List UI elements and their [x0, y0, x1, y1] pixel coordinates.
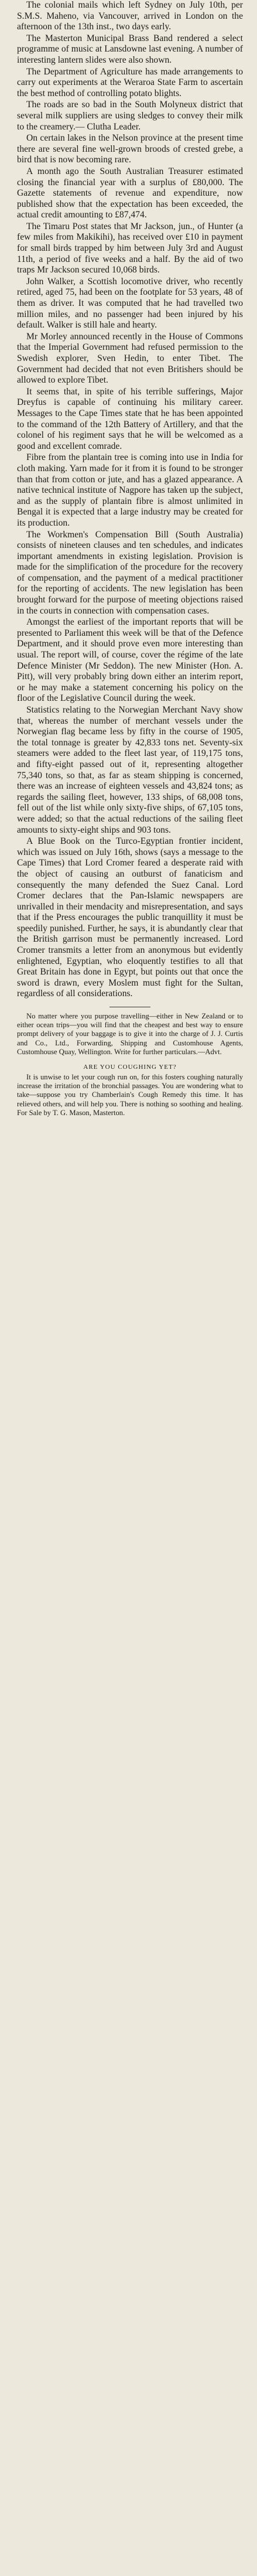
news-paragraph: It seems that, in spite of his terrible sufferings, Major Dreyfus is capable of continuing his military career. Messages to the Cape Times state that he has been appointed to the command of the 12th Battery of Artillery, and that the colonel of his regiment says that he will be welcomed as a good and excellent comrade.	[17, 386, 243, 451]
news-paragraph: The Workmen's Compensation Bill (South Australia) consists of nineteen clauses and ten schedules, and indicates important amendments in existing legislation. Provision is made for the simplification of the procedure for the recovery of compensation, and the payment of a medical practitioner for the reporting of accidents. The new legislation has been brought forward for the purpose of meeting objections raised in the courts in connection with compensation cases.	[17, 529, 243, 616]
news-paragraph: John Walker, a Scottish locomotive driver, who recently retired, aged 75, had been on the footplate for 53 years, 48 of them as driver. It was computed that he had travelled two million miles, and no passenger had been injured by his default. Walker is still hale and hearty.	[17, 276, 243, 330]
advertisement-forwarding	[17, 1007, 243, 1057]
news-paragraphs	[17, 0, 243, 1000]
news-paragraph: The Masterton Municipal Brass Band rendered a select programme of music at Lansdowne last evening. A number of interesting lantern slides were also shown.	[17, 33, 243, 65]
advertisement-body: It is unwise to let your cough run on, for this fosters coughing naturally increase the irritation of the bronchial passages. You are wondering what to take—suppose you try Chamberlain's Cough Remedy this time. It has relieved others, and will help you. There is nothing so soothing and healing. For Sale by T. G. Mason, Masterton.	[17, 1073, 243, 1117]
news-paragraph: Fibre from the plantain tree is coming into use in India for cloth making. Yarn made for it from it is found to be stronger than that from cotton or jute, and has a glazed appearance. A native technical institute of Nagpore has taken up the subject, and as the supply of plantain fibre is almost unlimited in Bengal it is expected that a large industry may be created for its production.	[17, 452, 243, 528]
advertisement-body: No matter where you purpose travelling—either in New Zealand or to either ocean trips—you will find that the cheapest and best way to ensure prompt delivery of your baggage is to give it into the charge of J. J. Curtis and Co., Ltd., Forwarding, Shipping and Customhouse Agents, Customhouse Quay, Wellington. Write for further particulars.—Advt.	[17, 1012, 243, 1056]
news-paragraph: The roads are so bad in the South Molyneux district that several milk suppliers are using sledges to convey their milk to the creamery.— Clutha Leader.	[17, 100, 243, 132]
news-paragraph: Mr Morley announced recently in the House of Commons that the Imperial Government had refused permission to the Swedish explorer, Sven Hedin, to enter Tibet. The Government had decided that not even Britishers should be allowed to explore Tibet.	[17, 331, 243, 386]
advertisement-cough-remedy	[17, 1064, 243, 1117]
news-paragraph: A Blue Book on the Turco-Egyptian frontier incident, which was issued on July 16th, shows (says a message to the Cape Times) that Lord Cromer feared a desperate raid with the object of causing an outburst of fanaticism and consequently the many defended the Suez Canal. Lord Cromer declares that the Pan-Islamic newspapers are unrivalled in their mendacity and misrepresentation, and says that if the Press encourages the public tranquillity it must be speedily punished. Further, he says, it is abundantly clear that the British garrison must be permanently increased. Lord Cromer transmits a letter from an anonymous but evidently enlightened, Egyptian, who eloquently testifies to all that Great Britain has done in Egypt, but points out that once the sword is drawn, every Moslem must fight for the Sultan, regardless of all considerations.	[17, 836, 243, 999]
advertisement-heading: ARE YOU COUGHING YET?	[83, 1064, 177, 1071]
news-paragraph: The Department of Agriculture has made arrangements to carry out experiments at the Weraroa State Farm to ascertain the best method of controlling potato blights.	[17, 66, 243, 98]
news-paragraph: A month ago the South Australian Treasurer estimated closing the financial year with a surplus of £80,000. The Gazette statements of revenue and expenditure, now published show that the expectation has been exceeded, the actual credit amounting to £87,474.	[17, 166, 243, 220]
news-paragraph: Amongst the earliest of the important reports that will be presented to Parliament this week will be that of the Defence Department, and it should prove even more interesting than usual. The report will, of course, cover the régime of the late Defence Minister (Mr Seddon). The new Minister (Hon. A. Pitt), will very probably bring down either an interim report, or he may make a statement concerning his policy on the floor of the Legislative Council during the week.	[17, 617, 243, 704]
news-paragraph: On certain lakes in the Nelson province at the present time there are several fine well-grown broods of crested grebe, a bird that is now becoming rare.	[17, 133, 243, 165]
news-paragraph: The Timaru Post states that Mr Jackson, jun., of Hunter (a few miles from Makikihi), has received over £10 in payment for small birds trapped by him between July 3rd and August 11th, a period of five weeks and a half. By the aid of two traps Mr Jackson secured 10,068 birds.	[17, 221, 243, 275]
news-paragraph: Statistics relating to the Norwegian Merchant Navy show that, whereas the number of merchant vessels under the Norwegian flag became less by fifty in the course of 1905, the total tonnage is greater by 42,833 tons net. Seventy-six steamers were added to the fleet last year, of 119,175 tons, and fifty-eight passed out of it, representing altogether 75,340 tons, so that, as far as steam shipping is concerned, there was an increase of eighteen vessels and 43,824 tons; as regards the sailing fleet, however, 133 ships, of 68,008 tons, fell out of the list while only sixty-five ships, of 67,105 tons, were added; so that the actual reductions of the sailing fleet amounts to sixty-eight ships and 903 tons.	[17, 705, 243, 835]
news-paragraph: The colonial mails which left Sydney on July 10th, per S.M.S. Maheno, via Vancouver, arrived in London on the afternoon of the 13th inst., two days early.	[17, 0, 243, 32]
newspaper-column	[17, 0, 243, 2576]
